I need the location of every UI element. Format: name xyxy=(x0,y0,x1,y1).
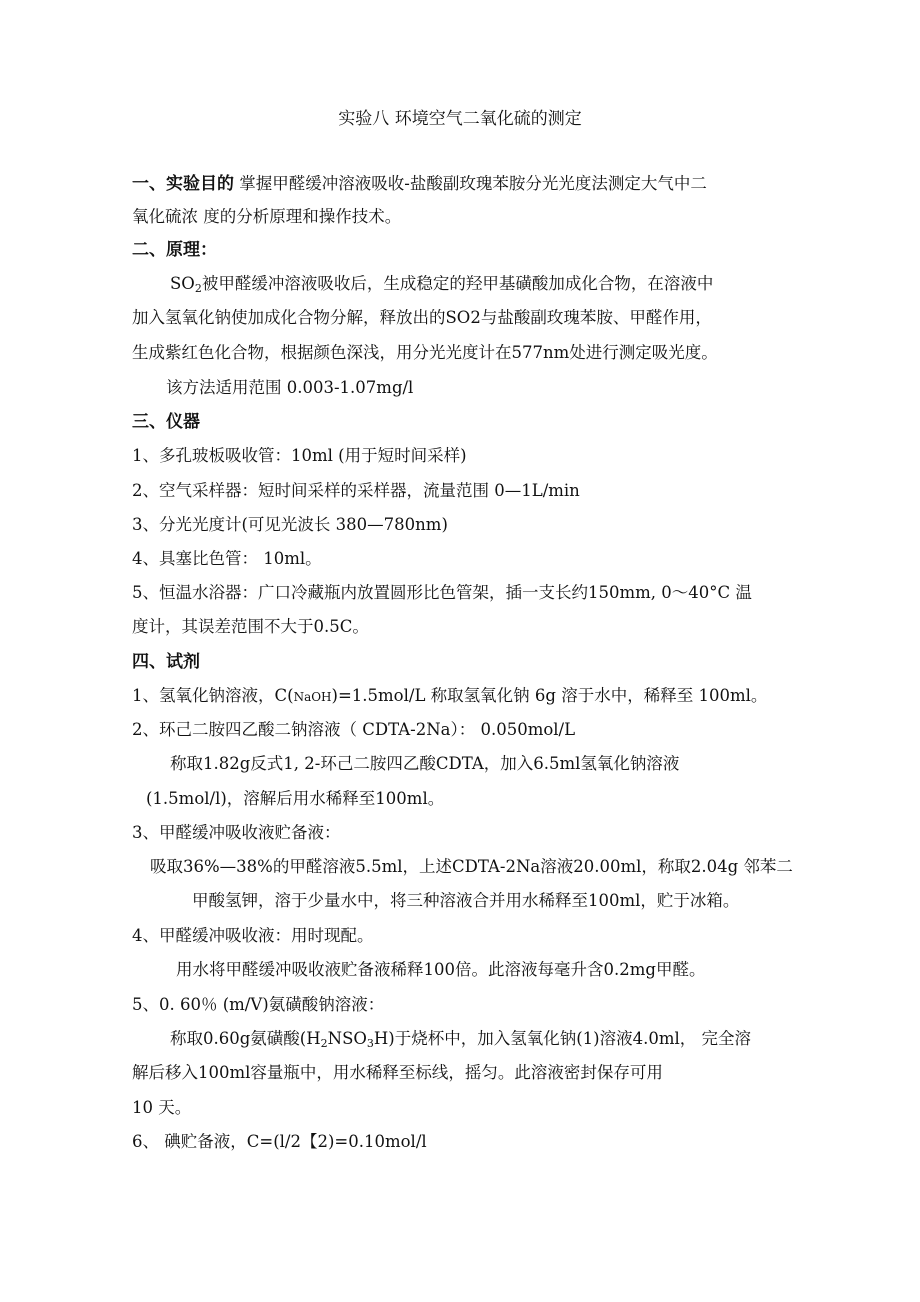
reagent-5a-pre: 称取0.60g氨磺酸(H xyxy=(170,1029,321,1048)
purpose-text-1: 掌握甲醛缓冲溶液吸收-盐酸副玫瑰苯胺分光光度法测定大气中二 xyxy=(234,174,707,193)
reagent-1-post: )=1.5mol/L 称取氢氧化钠 6g 溶于水中，稀释至 100ml。 xyxy=(331,686,768,705)
reagent-5-detail-3: 10 天。 xyxy=(132,1098,192,1117)
principle-line-1 xyxy=(170,272,713,296)
purpose-heading: 一、实验目的 xyxy=(132,174,234,194)
reagent-2-detail-1: 称取1.82g反式1, 2-环己二胺四乙酸CDTA，加入6.5ml氢氧化钠溶液 xyxy=(170,754,680,773)
reagent-5-detail-2: 解后移入100ml容量瓶中，用水稀释至标线，摇匀。此溶液密封保存可用 xyxy=(132,1063,663,1082)
so-formula: SO xyxy=(170,274,195,293)
instrument-item-1: 1、多孔玻板吸收管：10ml (用于短时间采样) xyxy=(132,446,467,465)
instrument-item-4: 4、具塞比色管： 10ml。 xyxy=(132,549,322,568)
reagent-3-detail-2: 甲酸氢钾，溶于少量水中，将三种溶液合并用水稀释至100ml，贮于冰箱。 xyxy=(192,891,740,910)
reagent-5a-post: H)于烧杯中，加入氢氧化钠(1)溶液4.0ml， 完全溶 xyxy=(373,1029,752,1048)
principle-heading: 二、原理： xyxy=(132,240,217,260)
reagent-2-detail-2: (1.5mol/l)，溶解后用水稀释至100ml。 xyxy=(146,789,445,808)
principle-line-3: 生成紫红色化合物，根据颜色深浅，用分光光度计在577nm处进行测定吸光度。 xyxy=(132,343,718,362)
purpose-line-1 xyxy=(132,172,707,196)
reagent-item-1 xyxy=(132,684,767,709)
page-title: 实验八 环境空气二氧化硫的测定 xyxy=(338,109,582,129)
instrument-item-3: 3、分光光度计(可见光波长 380—780nm) xyxy=(132,515,448,534)
purpose-line-2: 氧化硫浓 度的分析原理和操作技术。 xyxy=(132,207,402,226)
reagent-1-formula: NaOH xyxy=(293,690,332,704)
instrument-item-2: 2、空气采样器：短时间采样的采样器，流量范围 0—1L/min xyxy=(132,481,580,500)
reagent-5a-sub1: 2 xyxy=(320,1037,328,1050)
so-subscript: 2 xyxy=(194,282,202,295)
principle-line-2: 加入氢氧化钠使加成化合物分解，释放出的SO2与盐酸副玫瑰苯胺、甲醛作用， xyxy=(132,308,712,327)
reagent-3-detail-1: 吸取36%—38%的甲醛溶液5.5ml，上述CDTA-2Na溶液20.00ml，称取2.04g 邻苯二 xyxy=(150,857,793,876)
reagent-item-4: 4、甲醛缓冲吸收液：用时现配。 xyxy=(132,926,374,945)
reagent-5a-sub2: 3 xyxy=(366,1037,374,1050)
reagent-item-5: 5、0. 60％ (m/V)氨磺酸钠溶液： xyxy=(132,995,385,1014)
reagents-heading: 四、试剂 xyxy=(132,652,200,672)
reagent-5-detail-1 xyxy=(170,1027,751,1051)
reagent-item-3: 3、甲醛缓冲吸收液贮备液： xyxy=(132,823,341,842)
instrument-item-5-cont: 度计，其误差范围不大于0.5C。 xyxy=(132,617,369,636)
reagent-4-detail: 用水将甲醛缓冲吸收液贮备液稀释100倍。此溶液每毫升含0.2mg甲醛。 xyxy=(176,960,706,979)
instruments-heading: 三、仪器 xyxy=(132,412,200,432)
principle-text-1: 被甲醛缓冲溶液吸收后，生成稳定的羟甲基磺酸加成化合物，在溶液中 xyxy=(201,274,714,293)
reagent-1-pre: 1、氢氧化钠溶液，C( xyxy=(132,686,294,705)
reagent-5a-mid: NSO xyxy=(327,1029,367,1048)
reagent-item-6: 6、 碘贮备液，C=(l/2【2)=0.10mol/l xyxy=(132,1132,427,1151)
instrument-item-5: 5、恒温水浴器：广口冷藏瓶内放置圆形比色管架，插一支长约150mm, 0～40°C 温 xyxy=(132,583,752,602)
reagent-item-2: 2、环己二胺四乙酸二钠溶液（ CDTA-2Na）： 0.050mol/L xyxy=(132,720,576,739)
principle-range: 该方法适用范围 0.003-1.07mg/l xyxy=(166,378,414,397)
